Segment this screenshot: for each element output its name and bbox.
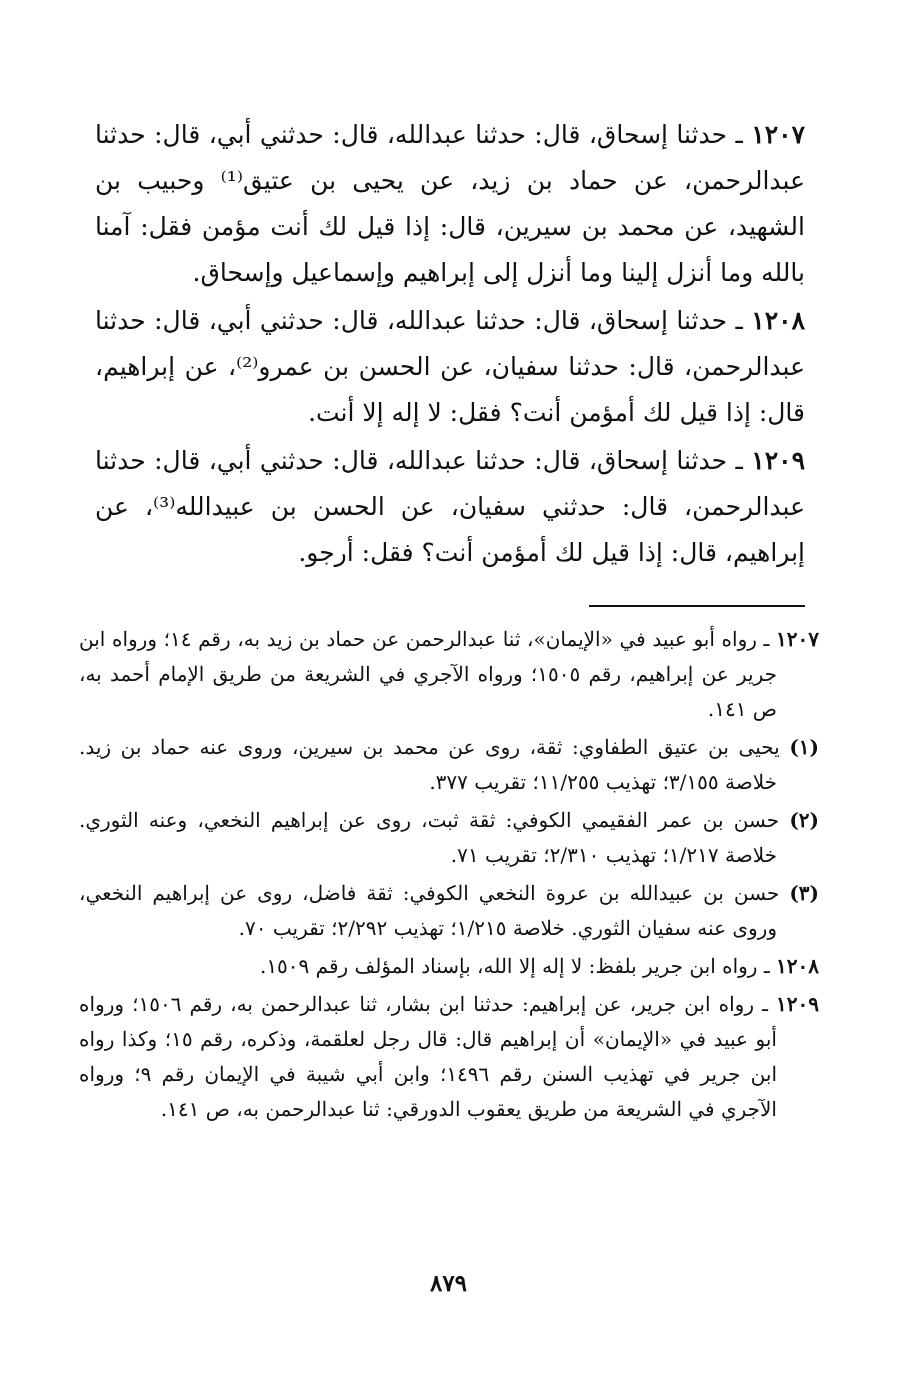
footnote-key: (٣) <box>789 881 820 905</box>
hadith-number: ١٢٠٨ <box>751 306 805 335</box>
footnote-text: حسن بن عمر الفقيمي الكوفي: ثقة ثبت، روى عن إبراهيم النخعي، وعنه الثوري. خلاصة ١/٢١٧؛ تهذيب ٢/٣١٠؛ تقريب ٧١. <box>79 808 780 867</box>
hadith-text: ـ حدثنا إسحاق، قال: حدثنا عبدالله، قال: حدثني أبي، قال: حدثنا عبدالرحمن، قال: حدثني سفيان، عن الحسن بن عبيدالله⁽³⁾، عن إبراهيم، قال: إذا قيل لك أمؤمن أنت؟ فقل: أرجو. <box>95 446 805 567</box>
footnote-key: (٢) <box>789 808 819 832</box>
footnotes <box>79 622 819 1130</box>
hadith-1208 <box>95 298 805 436</box>
footnote-separator <box>589 605 805 607</box>
footnote-text: ـ رواه ابن جرير، عن إبراهيم: حدثنا ابن بشار، ثنا عبدالرحمن به، رقم ١٥٠٦؛ ورواه أبو عبيد في «الإيمان» أن إبراهيم قال: قال رجل لعلقمة، وذكره، رقم ١٥؛ وكذا رواه ابن جرير في تهذيب السنن رقم ١٤٩٦؛ وابن أبي شيبة في الإيمان رقم ٩؛ ورواه الآجري في الشريعة من طريق يعقوب الدورقي: ثنا عبدالرحمن به، ص ١٤١. <box>79 992 778 1121</box>
footnote-2 <box>79 803 819 873</box>
footnote-1 <box>79 730 819 800</box>
hadith-text: ـ حدثنا إسحاق، قال: حدثنا عبدالله، قال: حدثني أبي، قال: حدثنا عبدالرحمن، قال: حدثنا سفيان، عن الحسن بن عمرو⁽²⁾، عن إبراهيم، قال: إذا قيل لك أمؤمن أنت؟ فقل: لا إله إلا أنت. <box>95 306 805 427</box>
page-number: ٨٧٩ <box>429 1270 468 1297</box>
footnote-key: ١٢٠٧ <box>776 627 819 651</box>
hadith-number: ١٢٠٧ <box>751 120 805 149</box>
footnote-1209 <box>79 987 819 1127</box>
footnote-key: ١٢٠٨ <box>776 954 819 978</box>
footnote-key: ١٢٠٩ <box>776 992 819 1016</box>
hadith-text: ـ حدثنا إسحاق، قال: حدثنا عبدالله، قال: حدثني أبي، قال: حدثنا عبدالرحمن، عن حماد بن زيد، عن يحيى بن عتيق⁽¹⁾ وحبيب بن الشهيد، عن محمد بن سيرين، قال: إذا قيل لك أنت مؤمن فقل: آمنا بالله وما أنزل إلينا وما أنزل إلى إبراهيم وإسماعيل وإسحاق. <box>95 120 805 287</box>
footnote-key: (١) <box>789 735 820 759</box>
footnote-text: يحيى بن عتيق الطفاوي: ثقة، روى عن محمد بن سيرين، وروى عنه حماد بن زيد. خلاصة ٣/١٥٥؛ تهذيب ١١/٢٥٥؛ تقريب ٣٧٧. <box>79 735 780 794</box>
footnote-text: حسن بن عبيدالله بن عروة النخعي الكوفي: ثقة فاضل، روى عن إبراهيم النخعي، وروى عنه سفيان الثوري. خلاصة ١/٢١٥؛ تهذيب ٢/٢٩٢؛ تقريب ٧٠. <box>79 881 780 940</box>
footnote-text: ـ رواه ابن جرير بلفظ: لا إله إلا الله، بإسناد المؤلف رقم ١٥٠٩. <box>259 954 770 978</box>
footnote-3 <box>79 876 819 946</box>
hadith-1209 <box>95 438 805 576</box>
footnote-text: ـ رواه أبو عبيد في «الإيمان»، ثنا عبدالرحمن عن حماد بن زيد به، رقم ١٤؛ ورواه ابن جرير عن إبراهيم، رقم ١٥٠٥؛ ورواه الآجري في الشريعة من طريق الإمام أحمد به، ص ١٤١. <box>79 627 777 721</box>
hadith-list <box>95 112 805 576</box>
footnote-1208 <box>79 949 819 984</box>
hadith-number: ١٢٠٩ <box>751 446 805 475</box>
hadith-1207 <box>95 112 805 296</box>
footnote-1207 <box>79 622 819 727</box>
